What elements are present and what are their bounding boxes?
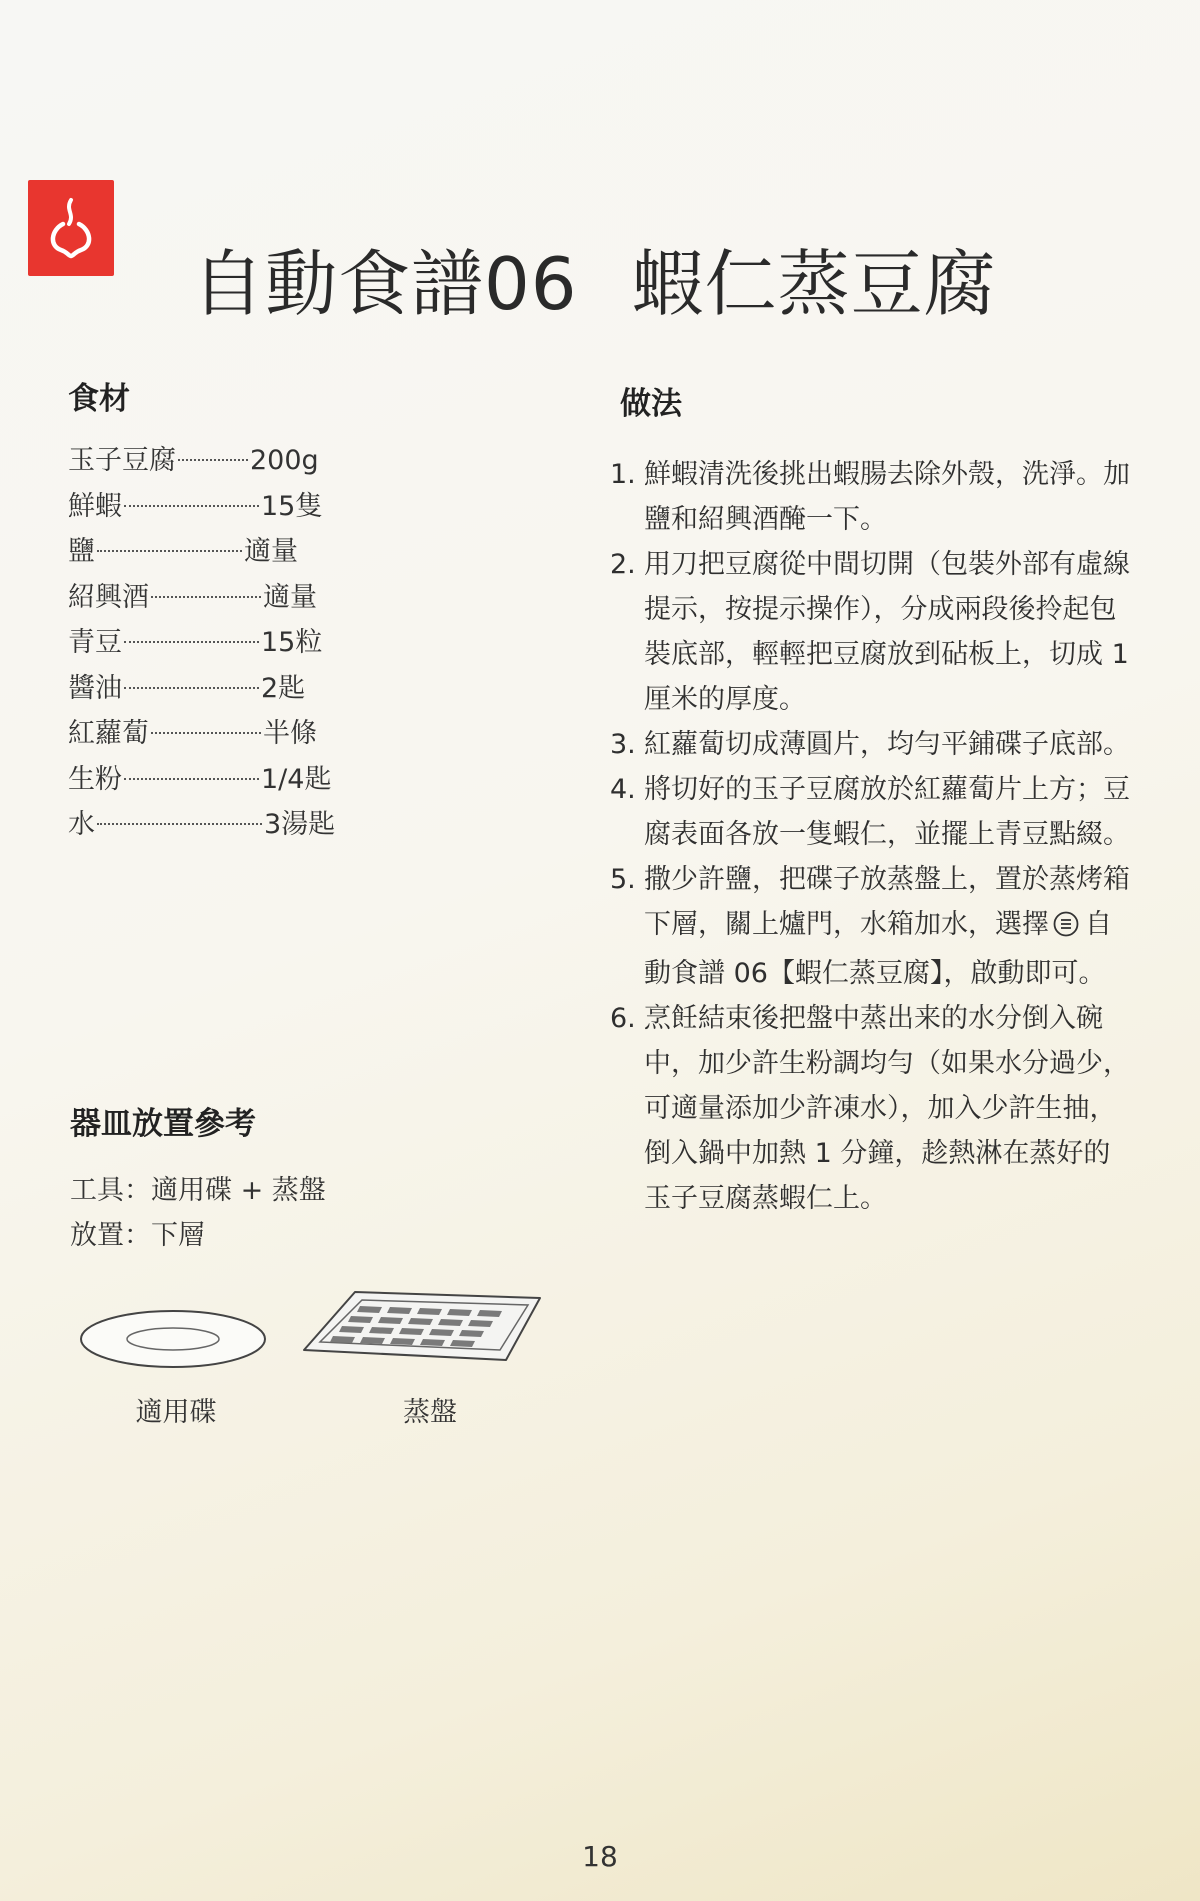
step-number: 3. — [610, 729, 636, 760]
placement-position: 放置：下層 — [70, 1220, 205, 1251]
tray-hole — [378, 1317, 403, 1324]
page-title — [192, 236, 997, 332]
method-heading: 做法 — [620, 386, 682, 422]
ingredient-amount: 3湯匙 — [264, 809, 336, 840]
ingredient-item — [68, 620, 368, 666]
step-text: 烹飪結束後把盤中蒸出来的水分倒入碗中，加少許生粉調均勻（如果水分過少，可適量添加少許凍水），加入少許生抽，倒入鍋中加熱 1 分鐘，趁熱淋在蒸好的玉子豆腐蒸蝦仁上。 — [644, 1003, 1130, 1214]
tray-label: 蒸盤 — [403, 1397, 457, 1428]
tray-hole — [348, 1316, 373, 1323]
ingredients-list — [68, 438, 368, 848]
method-step — [610, 857, 1130, 996]
tray-hole — [390, 1338, 415, 1345]
leader-dots — [124, 641, 259, 643]
ingredient-name: 水 — [68, 809, 95, 840]
ingredient-amount: 2匙 — [261, 672, 306, 704]
tray-hole — [477, 1310, 502, 1317]
ingredient-amount: 200g — [250, 445, 319, 476]
method-step — [610, 452, 1130, 542]
tray-hole — [420, 1339, 445, 1346]
tray-hole — [357, 1306, 382, 1313]
dish-illustration — [78, 1306, 268, 1372]
ingredients-heading: 食材 — [68, 381, 130, 417]
leader-dots — [124, 505, 259, 507]
ingredient-name: 玉子豆腐 — [68, 445, 176, 476]
step-text — [644, 857, 1130, 996]
ingredient-item — [68, 529, 368, 575]
leader-dots — [97, 823, 262, 825]
method-steps-list — [610, 452, 1130, 1221]
dish-label: 適用碟 — [135, 1397, 217, 1428]
tray-hole — [339, 1326, 364, 1333]
leader-dots — [178, 459, 248, 461]
menu-circle-icon — [1053, 906, 1079, 951]
ingredient-item — [68, 711, 368, 757]
ingredient-name: 紅蘿蔔 — [68, 718, 149, 749]
step-text: 紅蘿蔔切成薄圓片，均勻平鋪碟子底部。 — [644, 729, 1130, 760]
title-recipe-number: 自動食譜06 — [192, 242, 578, 327]
placement-info — [70, 1168, 326, 1258]
step-text: 將切好的玉子豆腐放於紅蘿蔔片上方；豆腐表面各放一隻蝦仁，並擺上青豆點綴。 — [644, 774, 1130, 850]
ingredient-amount: 適量 — [244, 536, 298, 567]
tray-hole — [417, 1308, 442, 1315]
ingredient-amount: 1/4匙 — [261, 763, 332, 795]
placement-heading: 器皿放置參考 — [70, 1106, 256, 1142]
tray-hole — [459, 1330, 484, 1337]
ingredient-item — [68, 438, 368, 484]
ingredient-name: 鮮蝦 — [68, 490, 122, 522]
step-number: 5. — [610, 864, 636, 895]
ingredient-name: 鹽 — [68, 536, 95, 567]
leader-dots — [124, 778, 259, 780]
method-step — [610, 996, 1130, 1221]
leader-dots — [97, 550, 242, 552]
tray-hole — [429, 1329, 454, 1336]
ingredient-name: 醬油 — [68, 672, 122, 704]
tray-hole — [408, 1318, 433, 1325]
tray-hole — [450, 1340, 475, 1347]
leader-dots — [151, 596, 261, 598]
step-text-before-icon: 撒少許鹽，把碟子放蒸盤上，置於蒸烤箱下層，關上爐門，水箱加水，選擇 — [644, 864, 1130, 940]
page-number: 18 — [582, 1840, 618, 1873]
ingredient-name: 青豆 — [68, 627, 122, 658]
method-step — [610, 542, 1130, 722]
method-step — [610, 767, 1130, 857]
ingredient-name: 生粉 — [68, 763, 122, 795]
ingredient-amount: 半條 — [263, 718, 317, 749]
step-number: 2. — [610, 549, 636, 580]
tray-hole — [387, 1307, 412, 1314]
tray-hole — [468, 1320, 493, 1327]
step-text: 鮮蝦清洗後挑出蝦腸去除外殼，洗淨。加鹽和紹興酒醃一下。 — [644, 459, 1130, 535]
ingredient-item — [68, 757, 368, 803]
ingredient-item — [68, 575, 368, 621]
ingredient-item — [68, 802, 368, 848]
step-number: 4. — [610, 774, 636, 805]
ingredient-amount: 適量 — [263, 581, 317, 613]
ingredient-item — [68, 666, 368, 712]
ingredient-item — [68, 484, 368, 530]
ingredient-amount: 15隻 — [261, 490, 323, 522]
method-step — [610, 722, 1130, 767]
ingredient-name: 紹興酒 — [68, 581, 149, 613]
tray-hole — [447, 1309, 472, 1316]
step-text-after-icon: 自動食譜 06【蝦仁蒸豆腐】，啟動即可。 — [644, 909, 1112, 989]
placement-tool: 工具：適用碟 + 蒸盤 — [70, 1175, 326, 1206]
steam-logo-icon — [28, 180, 114, 276]
tray-hole — [438, 1319, 463, 1326]
step-number: 6. — [610, 1003, 636, 1034]
leader-dots — [151, 732, 261, 734]
steam-tray-illustration — [300, 1286, 550, 1376]
ingredient-amount: 15粒 — [261, 627, 323, 658]
tray-hole — [330, 1336, 355, 1343]
tray-hole — [369, 1327, 394, 1334]
leader-dots — [124, 687, 259, 689]
tray-hole — [399, 1328, 424, 1335]
tray-hole — [360, 1337, 385, 1344]
step-text: 用刀把豆腐從中間切開（包裝外部有虛線提示，按提示操作），分成兩段後拎起包裝底部，輕輕把豆腐放到砧板上，切成 1 厘米的厚度。 — [644, 549, 1130, 715]
step-number: 1. — [610, 459, 636, 490]
title-recipe-name: 蝦仁蒸豆腐 — [631, 242, 997, 327]
